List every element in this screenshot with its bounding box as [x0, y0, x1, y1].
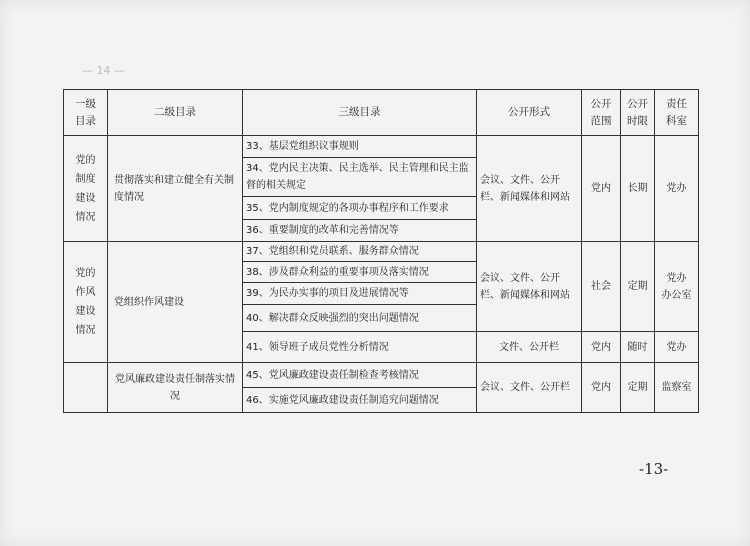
header-form: 公开形式	[477, 90, 582, 136]
time-cell: 定期	[621, 242, 655, 332]
item-cell: 40、解决群众反映强烈的突出问题情况	[243, 305, 477, 332]
item-cell: 41、领导班子成员党性分析情况	[243, 332, 477, 363]
item-cell: 45、党风廉政建设责任制检查考核情况	[243, 363, 477, 388]
faint-page-mark: — 14 —	[82, 64, 125, 77]
form-cell: 文件、公开栏	[477, 332, 582, 363]
form-cell: 会议、文件、公开栏、新闻媒体和网站	[477, 136, 582, 242]
dept-cell: 监察室	[655, 363, 699, 413]
header-dept: 责任 科室	[655, 90, 699, 136]
table-row	[64, 136, 699, 158]
dept-cell: 党办 办公室	[655, 242, 699, 332]
level1-cell: 党的 制度 建设 情况	[64, 136, 108, 242]
item-cell: 37、党组织和党员联系、服务群众情况	[243, 242, 477, 262]
level2-cell: 党风廉政建设责任制落实情况	[108, 363, 243, 413]
header-time: 公开 时限	[621, 90, 655, 136]
item-cell: 38、涉及群众利益的重要事项及落实情况	[243, 262, 477, 283]
level1-cell: 党的 作风 建设 情况	[64, 242, 108, 363]
item-cell: 36、重要制度的改革和完善情况等	[243, 220, 477, 242]
time-cell: 定期	[621, 363, 655, 413]
header-level2: 二级目录	[108, 90, 243, 136]
disclosure-table	[63, 89, 699, 413]
level2-cell: 贯彻落实和建立健全有关制度情况	[108, 136, 243, 242]
header-scope: 公开 范围	[582, 90, 621, 136]
dept-cell: 党办	[655, 136, 699, 242]
item-cell: 46、实施党风廉政建设责任制追究问题情况	[243, 388, 477, 413]
header-level3: 三级目录	[243, 90, 477, 136]
scope-cell: 党内	[582, 363, 621, 413]
dept-cell: 党办	[655, 332, 699, 363]
header-level1: 一级 目录	[64, 90, 108, 136]
item-cell: 35、党内制度规定的各项办事程序和工作要求	[243, 197, 477, 220]
form-cell: 会议、文件、公开栏、新闻媒体和网站	[477, 242, 582, 332]
table-row	[64, 363, 699, 388]
time-cell: 随时	[621, 332, 655, 363]
scope-cell: 党内	[582, 136, 621, 242]
item-cell: 39、为民办实事的项目及进展情况等	[243, 283, 477, 305]
table-row	[64, 242, 699, 262]
item-cell: 34、党内民主决策、民主选举、民主管理和民主监督的相关规定	[243, 158, 477, 197]
item-cell: 33、基层党组织议事规则	[243, 136, 477, 158]
form-cell: 会议、文件、公开栏	[477, 363, 582, 413]
scope-cell: 社会	[582, 242, 621, 332]
level2-cell: 党组织作风建设	[108, 242, 243, 363]
time-cell: 长期	[621, 136, 655, 242]
scope-cell: 党内	[582, 332, 621, 363]
level1-cell	[64, 363, 108, 413]
page-number: -13-	[639, 460, 669, 478]
header-row	[64, 90, 699, 136]
